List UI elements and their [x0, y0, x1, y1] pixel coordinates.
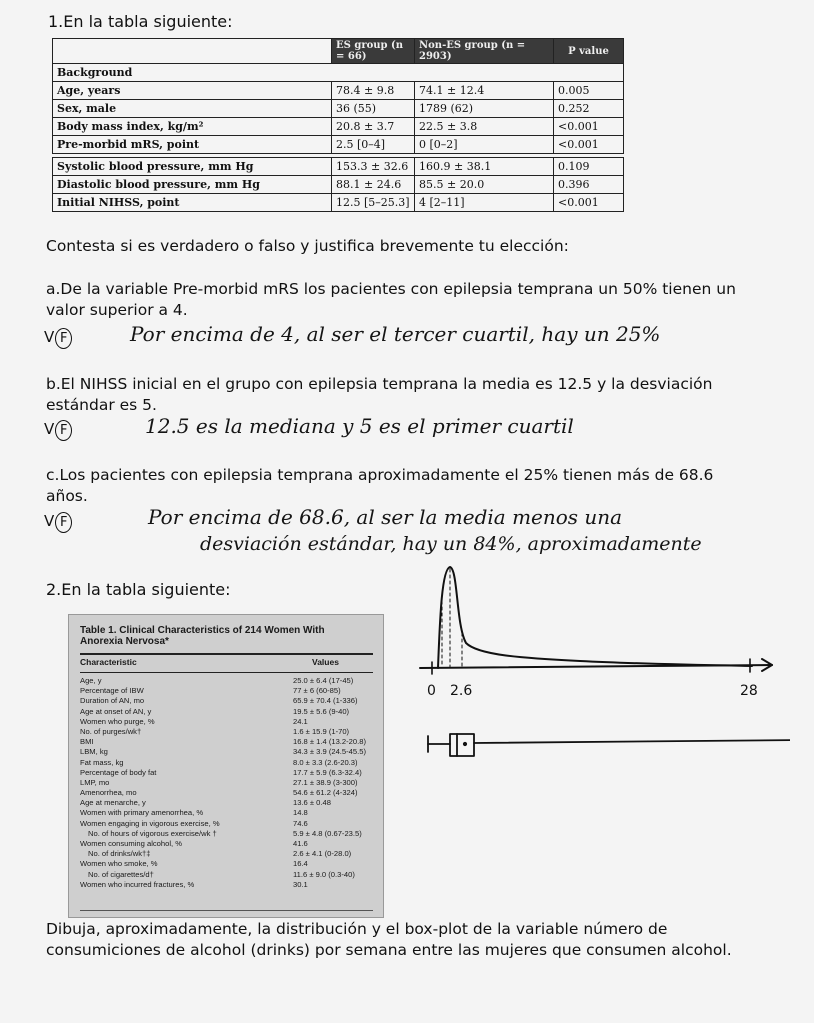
- item-b-vf: [44, 420, 72, 441]
- list-item: [80, 717, 375, 727]
- anorexia-table-image: [68, 614, 384, 918]
- q1-instruction: Contesta si es verdadero o falso y justifica brevemente tu elección:: [46, 237, 569, 255]
- col-characteristic: Characteristic: [80, 657, 137, 667]
- characteristic-value: 16.8 ± 1.4 (13.2-20.8): [293, 737, 366, 747]
- non-es-value: 160.9 ± 38.1: [415, 158, 554, 176]
- characteristic-value: 8.0 ± 3.3 (2.6-20.3): [293, 757, 358, 767]
- es-value: 36 (55): [332, 100, 415, 118]
- list-item: [80, 676, 375, 686]
- characteristic-value: 77 ± 6 (60-85): [293, 686, 341, 696]
- section-label: Background: [53, 64, 624, 82]
- characteristic-label: Percentage of IBW: [80, 686, 144, 696]
- characteristic-value: 34.3 ± 3.9 (24.5-45.5): [293, 747, 366, 757]
- th-p-value: P value: [554, 39, 624, 64]
- characteristic-label: Women consuming alcohol, %: [80, 839, 183, 848]
- characteristic-value: 19.5 ± 5.6 (9-40): [293, 706, 350, 716]
- row-label: Systolic blood pressure, mm Hg: [53, 158, 332, 176]
- characteristic-value: 16.4: [293, 859, 308, 869]
- table-row: [53, 82, 624, 100]
- axis-label-28: 28: [740, 683, 758, 699]
- col-values: Values: [312, 657, 339, 667]
- axis-label-0: 0: [427, 683, 436, 699]
- list-item: [80, 829, 375, 839]
- list-item: [80, 778, 375, 788]
- row-label: Pre-morbid mRS, point: [53, 136, 332, 154]
- characteristic-label: No. of purges/wk†: [80, 726, 142, 736]
- characteristic-label: No. of hours of vigorous exercise/wk †: [88, 828, 217, 838]
- es-value: 153.3 ± 32.6: [332, 158, 415, 176]
- es-value: 88.1 ± 24.6: [332, 176, 415, 194]
- list-item: [80, 788, 375, 798]
- characteristic-label: Duration of AN, mo: [80, 696, 145, 706]
- es-value: 12.5 [5–25.3]: [332, 194, 415, 212]
- es-value: 20.8 ± 3.7: [332, 118, 415, 136]
- characteristic-value: 5.9 ± 4.8 (0.67-23.5): [293, 828, 362, 838]
- p-value: <0.001: [554, 118, 624, 136]
- non-es-value: 1789 (62): [415, 100, 554, 118]
- box-mean: [463, 742, 466, 745]
- characteristic-label: Age at menarche, y: [80, 798, 146, 808]
- table-row: [53, 158, 624, 176]
- list-item: [80, 727, 375, 737]
- axis-label-2-6: 2.6: [450, 683, 473, 699]
- characteristic-value: 13.6 ± 0.48: [293, 798, 331, 808]
- list-item: [80, 880, 375, 890]
- characteristic-label: Women who purge, %: [80, 716, 155, 726]
- row-label: Sex, male: [53, 100, 332, 118]
- item-c-vf: [44, 512, 72, 533]
- item-a-vf: [44, 328, 72, 349]
- table-row: [53, 136, 624, 154]
- p-value: <0.001: [554, 136, 624, 154]
- characteristic-value: 30.1: [293, 879, 308, 889]
- false-option-circled: F: [55, 328, 72, 349]
- p-value: 0.005: [554, 82, 624, 100]
- table-row: [53, 64, 624, 82]
- table-row: [53, 194, 624, 212]
- list-item: [80, 758, 375, 768]
- item-c-answer-line2: desviación estándar, hay un 84%, aproximadamente: [200, 533, 702, 555]
- q2-instruction: Dibuja, aproximadamente, la distribución y el box-plot de la variable número de consumiciones de alcohol (drinks) por semana entre las mujeres que consumen alcohol.: [46, 920, 732, 959]
- alcohol-sketch: [380, 555, 790, 795]
- characteristic-value: 2.6 ± 4.1 (0-28.0): [293, 849, 352, 859]
- true-option: V: [44, 328, 55, 346]
- p-value: 0.109: [554, 158, 624, 176]
- list-item: [80, 747, 375, 757]
- table-row: [53, 118, 624, 136]
- characteristic-value: 25.0 ± 6.4 (17-45): [293, 676, 354, 685]
- list-item: [80, 859, 375, 869]
- item-b-text: b.El NIHSS inicial en el grupo con epilepsia temprana la media es 12.5 y la desviación estándar es 5.: [46, 375, 713, 414]
- th-blank: [53, 39, 332, 64]
- true-option: V: [44, 420, 55, 438]
- characteristic-label: Women engaging in vigorous exercise, %: [80, 818, 220, 828]
- table-caption: Table 1. Clinical Characteristics of 214 Women With Anorexia Nervosa*: [80, 625, 325, 647]
- q1-title: 1.En la tabla siguiente:: [48, 12, 233, 31]
- list-item: [80, 870, 375, 880]
- row-label: Diastolic blood pressure, mm Hg: [53, 176, 332, 194]
- list-item: [80, 808, 375, 818]
- box-whisker-right: [474, 740, 790, 743]
- list-item: [80, 696, 375, 706]
- characteristic-value: 14.8: [293, 808, 308, 818]
- p-value: <0.001: [554, 194, 624, 212]
- non-es-value: 74.1 ± 12.4: [415, 82, 554, 100]
- characteristic-label: Age at onset of AN, y: [80, 706, 152, 716]
- non-es-value: 0 [0–2]: [415, 136, 554, 154]
- q2-title: 2.En la tabla siguiente:: [46, 580, 231, 599]
- characteristic-value: 27.1 ± 38.9 (3-300): [293, 777, 358, 787]
- false-option-circled: F: [55, 512, 72, 533]
- item-a-text: a.De la variable Pre-morbid mRS los pacientes con epilepsia temprana un 50% tienen un valor superior a 4.: [46, 280, 736, 319]
- characteristic-label: Amenorrhea, mo: [80, 788, 137, 798]
- characteristic-value: 24.1: [293, 716, 308, 726]
- characteristic-label: Percentage of body fat: [80, 767, 157, 777]
- es-value: 2.5 [0–4]: [332, 136, 415, 154]
- characteristic-value: 65.9 ± 70.4 (1-336): [293, 696, 358, 706]
- item-c-answer-line1: Por encima de 68.6, al ser la media menos una: [148, 505, 623, 529]
- non-es-value: 22.5 ± 3.8: [415, 118, 554, 136]
- characteristic-label: Women who incurred fractures, %: [80, 879, 195, 889]
- false-option-circled: F: [55, 420, 72, 441]
- p-value: 0.396: [554, 176, 624, 194]
- item-c-text: c.Los pacientes con epilepsia temprana aproximadamente el 25% tienen más de 68.6 años.: [46, 466, 714, 505]
- characteristic-label: Age, y: [80, 676, 102, 685]
- row-label: Initial NIHSS, point: [53, 194, 332, 212]
- epilepsy-table: [52, 38, 624, 212]
- list-item: [80, 686, 375, 696]
- characteristic-label: LBM, kg: [80, 747, 108, 757]
- es-value: 78.4 ± 9.8: [332, 82, 415, 100]
- th-non-es-group: Non-ES group (n = 2903): [415, 39, 554, 64]
- characteristic-label: Women with primary amenorrhea, %: [80, 808, 204, 818]
- non-es-value: 85.5 ± 20.0: [415, 176, 554, 194]
- characteristic-value: 74.6: [293, 818, 308, 828]
- characteristic-label: Fat mass, kg: [80, 757, 124, 767]
- characteristic-label: BMI: [80, 737, 94, 747]
- list-item: [80, 839, 375, 849]
- characteristic-value: 41.6: [293, 839, 308, 848]
- list-item: [80, 737, 375, 747]
- characteristic-value: 54.6 ± 61.2 (4-324): [293, 788, 358, 798]
- item-b-answer: 12.5 es la mediana y 5 es el primer cuartil: [145, 414, 574, 438]
- list-item: [80, 849, 375, 859]
- p-value: 0.252: [554, 100, 624, 118]
- list-item: [80, 707, 375, 717]
- th-es-group: ES group (n = 66): [332, 39, 415, 64]
- row-label: Age, years: [53, 82, 332, 100]
- characteristic-label: No. of drinks/wk†‡: [88, 849, 151, 859]
- non-es-value: 4 [2–11]: [415, 194, 554, 212]
- list-item: [80, 768, 375, 778]
- box-plot-box: [450, 734, 474, 756]
- list-item: [80, 798, 375, 808]
- list-item: [80, 819, 375, 829]
- row-label: Body mass index, kg/m²: [53, 118, 332, 136]
- item-a-answer: Por encima de 4, al ser el tercer cuartil, hay un 25%: [130, 322, 661, 346]
- density-curve: [438, 567, 752, 668]
- true-option: V: [44, 512, 55, 530]
- table-row: [53, 100, 624, 118]
- characteristic-label: Women who smoke, %: [80, 859, 158, 869]
- characteristic-label: LMP, mo: [80, 777, 110, 787]
- characteristic-value: 11.6 ± 9.0 (0.3-40): [293, 869, 355, 879]
- characteristic-value: 17.7 ± 5.9 (6.3-32.4): [293, 767, 362, 777]
- characteristic-value: 1.6 ± 15.9 (1-70): [293, 726, 350, 736]
- table-row: [53, 176, 624, 194]
- characteristic-label: No. of cigarettes/d†: [88, 869, 154, 879]
